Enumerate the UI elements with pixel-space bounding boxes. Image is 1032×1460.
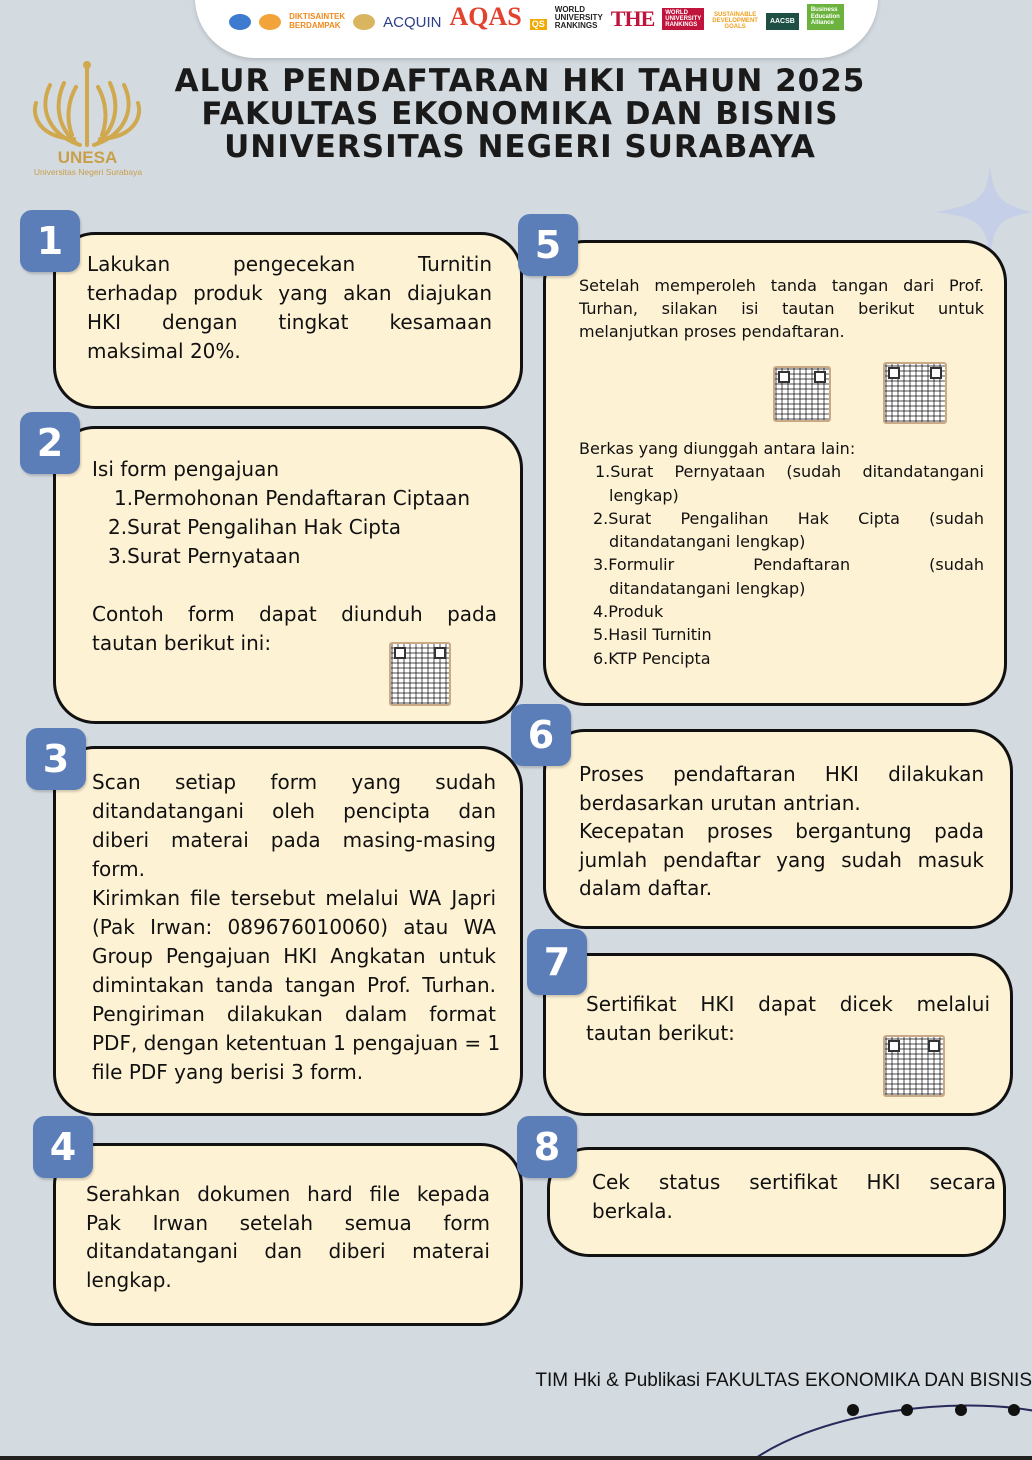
step-5-file-item: 3.Formulir Pendaftaran (sudah	[593, 555, 984, 575]
step-2-list-item: 3.Surat Pernyataan	[108, 544, 301, 568]
step-5-badge: 5	[518, 214, 578, 276]
step-6-line: dalam daftar.	[579, 876, 713, 900]
step-6-line: Proses pendaftaran HKI dilakukan	[579, 762, 984, 786]
title-line-3: UNIVERSITAS NEGERI SURABAYA	[224, 129, 816, 165]
step-3-line: PDF, dengan ketentuan 1 pengajuan = 1	[92, 1031, 501, 1055]
step-5-file-item: 1.Surat Pernyataan (sudah ditandatangani	[595, 462, 984, 482]
step-3-line: form.	[92, 857, 145, 881]
diktisaintek-logo: DIKTISAINTEK BERDAMPAK	[289, 12, 346, 30]
step-6-line: Kecepatan proses bergantung pada	[579, 819, 984, 843]
step-1-line: terhadap produk yang akan diajukan	[87, 281, 492, 305]
qs-logo: QS	[531, 19, 545, 29]
step-6-line: berdasarkan urutan antrian.	[579, 790, 861, 815]
step-1-line: HKI dengan tingkat kesamaan	[87, 310, 492, 334]
qs-rankings-logo: WORLD UNIVERSITY RANKINGS	[554, 5, 603, 30]
step-5-file-item-cont: ditandatangani lengkap)	[609, 532, 806, 552]
partner-logo-strip	[195, 0, 878, 58]
kemendikti-logo-icon	[229, 14, 251, 30]
the-rankings-logo: WORLD UNIVERSITY RANKINGS	[662, 8, 704, 30]
step-7-certificate-qr-code[interactable]	[883, 1035, 945, 1097]
aqas-logo: AQAS	[449, 2, 522, 31]
footer-credit: TIM Hki & Publikasi FAKULTAS EKONOMIKA DAN BISNIS	[535, 1370, 1032, 1391]
step-6-badge: 6	[511, 704, 571, 766]
step-6-line: jumlah pendaftar yang sudah masuk	[579, 847, 984, 872]
step-5-file-item: 5.Hasil Turnitin	[593, 625, 712, 645]
step-2-list-item: 2.Surat Pengalihan Hak Cipta	[108, 515, 402, 539]
step-7-line: tautan berikut:	[586, 1021, 735, 1045]
acquin-logo: ACQUIN	[383, 14, 442, 31]
step-5-upload-qr-code[interactable]	[883, 362, 947, 424]
step-4-text	[86, 1180, 490, 1294]
step-3-text	[92, 768, 501, 1087]
step-2-note: Contoh form dapat diunduh pada	[92, 602, 497, 626]
step-5-file-item: 6.KTP Pencipta	[593, 648, 711, 668]
emblem-title: UNESA	[57, 148, 118, 167]
step-5-file-item-cont: lengkap)	[609, 485, 679, 505]
step-1-badge: 1	[20, 210, 80, 272]
step-5-text	[579, 274, 984, 343]
step-5-file-item-cont: ditandatangani lengkap)	[609, 578, 806, 598]
step-1-line: maksimal 20%.	[87, 339, 241, 363]
step-2-note: tautan berikut ini:	[92, 631, 272, 655]
step-5-files	[579, 437, 984, 670]
page-title	[150, 65, 890, 164]
step-5-file-item: 2.Surat Pengalihan Hak Cipta (sudah	[593, 508, 984, 528]
step-3-badge: 3	[26, 728, 86, 790]
step-1-line: Lakukan pengecekan Turnitin	[87, 252, 492, 276]
step-2-badge: 2	[20, 412, 80, 474]
step-3-line: file PDF yang berisi 3 form.	[92, 1060, 364, 1084]
step-3-line: Group Pengajuan HKI Angkatan untuk	[92, 944, 496, 968]
step-4-badge: 4	[33, 1116, 93, 1178]
the-logo: THE	[610, 6, 655, 31]
step-3-line: ditandatangani oleh pencipta dan	[92, 799, 496, 823]
step-5-file-item: 4.Produk	[593, 602, 664, 622]
step-8-text	[592, 1168, 996, 1226]
unesa-small-logo-icon	[353, 14, 375, 30]
step-5-line: Turhan, silakan isi tautan berikut untuk	[579, 299, 984, 318]
step-3-line: Kirimkan file tersebut melalui WA Japri	[92, 886, 496, 910]
step-7-badge: 7	[527, 929, 587, 995]
bea-logo: Business Education Alliance	[807, 4, 844, 30]
step-2-intro: Isi form pengajuan	[92, 457, 280, 481]
step-2-form-qr-code[interactable]	[389, 642, 451, 706]
step-3-line: (Pak Irwan: 089676010060) atau WA	[92, 915, 496, 939]
step-8-line: Cek status sertifikat HKI secara	[592, 1170, 996, 1194]
step-3-line: dimintakan tanda tangan Prof. Turhan.	[92, 973, 496, 997]
decorative-arc-icon	[700, 1390, 1032, 1460]
bottom-border	[0, 1456, 1032, 1460]
step-5-registration-qr-code[interactable]	[773, 366, 831, 422]
step-5-line: melanjutkan proses pendaftaran.	[579, 322, 845, 341]
step-5-line: Setelah memperoleh tanda tangan dari Prof.	[579, 276, 984, 295]
step-7-line: Sertifikat HKI dapat dicek melalui	[586, 992, 990, 1016]
sdg-logo: SUSTAINABLE DEVELOPMENT GOALS	[712, 12, 758, 30]
step-3-line: diberi materai pada masing-masing	[92, 828, 496, 852]
title-line-2: FAKULTAS EKONOMIKA DAN BISNIS	[201, 96, 839, 132]
step-4-line: Pak Irwan setelah semua form	[86, 1210, 490, 1235]
step-2-list-item: 1.Permohonan Pendaftaran Ciptaan	[114, 486, 471, 510]
step-5-files-intro: Berkas yang diunggah antara lain:	[579, 439, 856, 458]
step-2-text	[92, 455, 497, 658]
step-4-line: lengkap.	[86, 1267, 172, 1292]
title-line-1: ALUR PENDAFTARAN HKI TAHUN 2025	[174, 63, 866, 99]
step-8-badge: 8	[517, 1116, 577, 1178]
diktisaintek-logo-icon	[259, 14, 281, 30]
step-8-line: berkala.	[592, 1199, 673, 1223]
step-4-line: Serahkan dokumen hard file kepada	[86, 1182, 490, 1206]
emblem-subtitle: Universitas Negeri Surabaya	[33, 167, 143, 177]
step-6-text	[579, 760, 984, 903]
aacsb-logo: AACSB	[766, 13, 799, 30]
step-3-line: Pengiriman dilakukan dalam format	[92, 1002, 496, 1026]
step-3-line: Scan setiap form yang sudah	[92, 770, 496, 794]
step-4-line: ditandatangani dan diberi materai	[86, 1239, 490, 1263]
step-1-text	[87, 250, 492, 366]
